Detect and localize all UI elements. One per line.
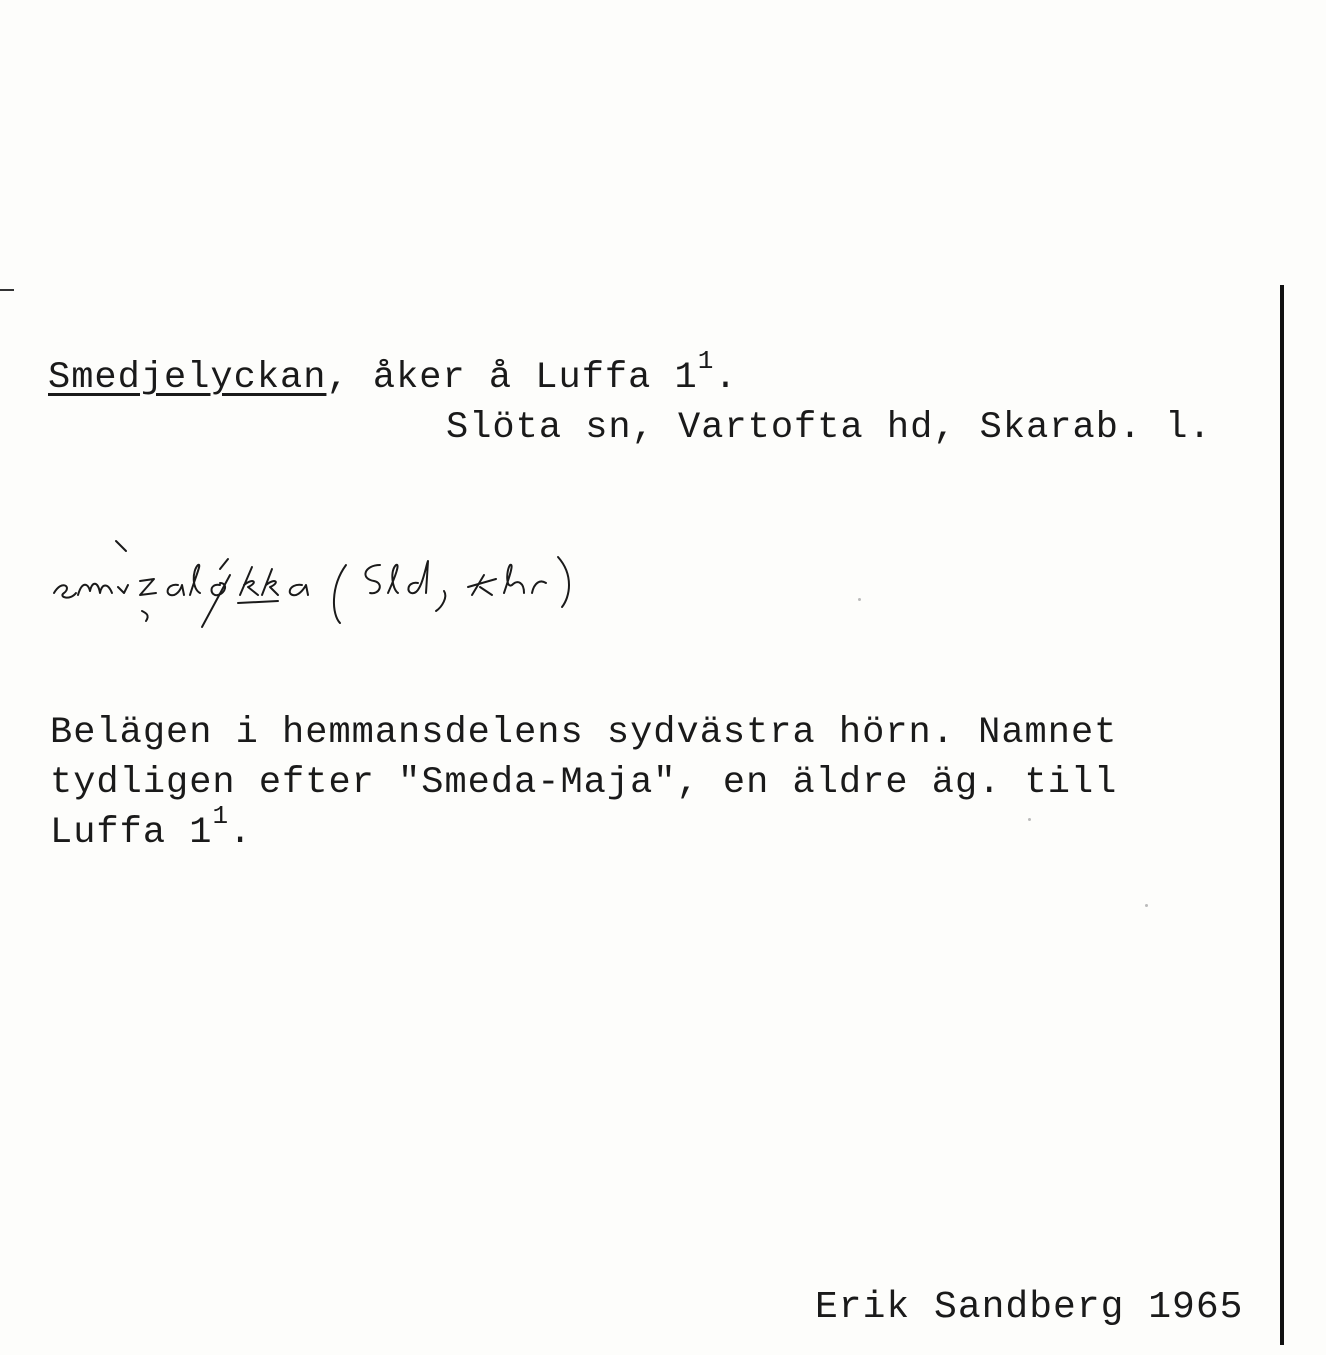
description-line-2: tydligen efter "Smeda-Maja", en äldre äg. till	[50, 762, 1118, 804]
card-edge-mark	[0, 289, 14, 291]
headword-line	[48, 345, 738, 399]
handwritten-pronunciation	[40, 535, 830, 635]
description-line-3-end: .	[229, 812, 253, 854]
description-superscript: 1	[212, 800, 230, 831]
headword-rest: , åker å Luffa 1	[326, 357, 698, 399]
location-line: Slöta sn, Vartofta hd, Skarab. l.	[446, 407, 1212, 449]
headword: Smedjelyckan	[48, 357, 327, 399]
scan-speck	[858, 598, 861, 601]
card-right-edge	[1280, 285, 1284, 1345]
scan-speck	[1145, 904, 1148, 907]
signature: Erik Sandberg 1965	[815, 1286, 1244, 1329]
description-line-1: Belägen i hemmansdelens sydvästra hörn. Namnet	[50, 712, 1118, 754]
description-line-3-text: Luffa 1	[50, 812, 213, 854]
description-line-3	[50, 800, 253, 854]
headword-end: .	[714, 357, 738, 399]
headword-superscript: 1	[697, 345, 715, 376]
scan-speck	[1028, 818, 1031, 821]
description	[50, 708, 1117, 858]
